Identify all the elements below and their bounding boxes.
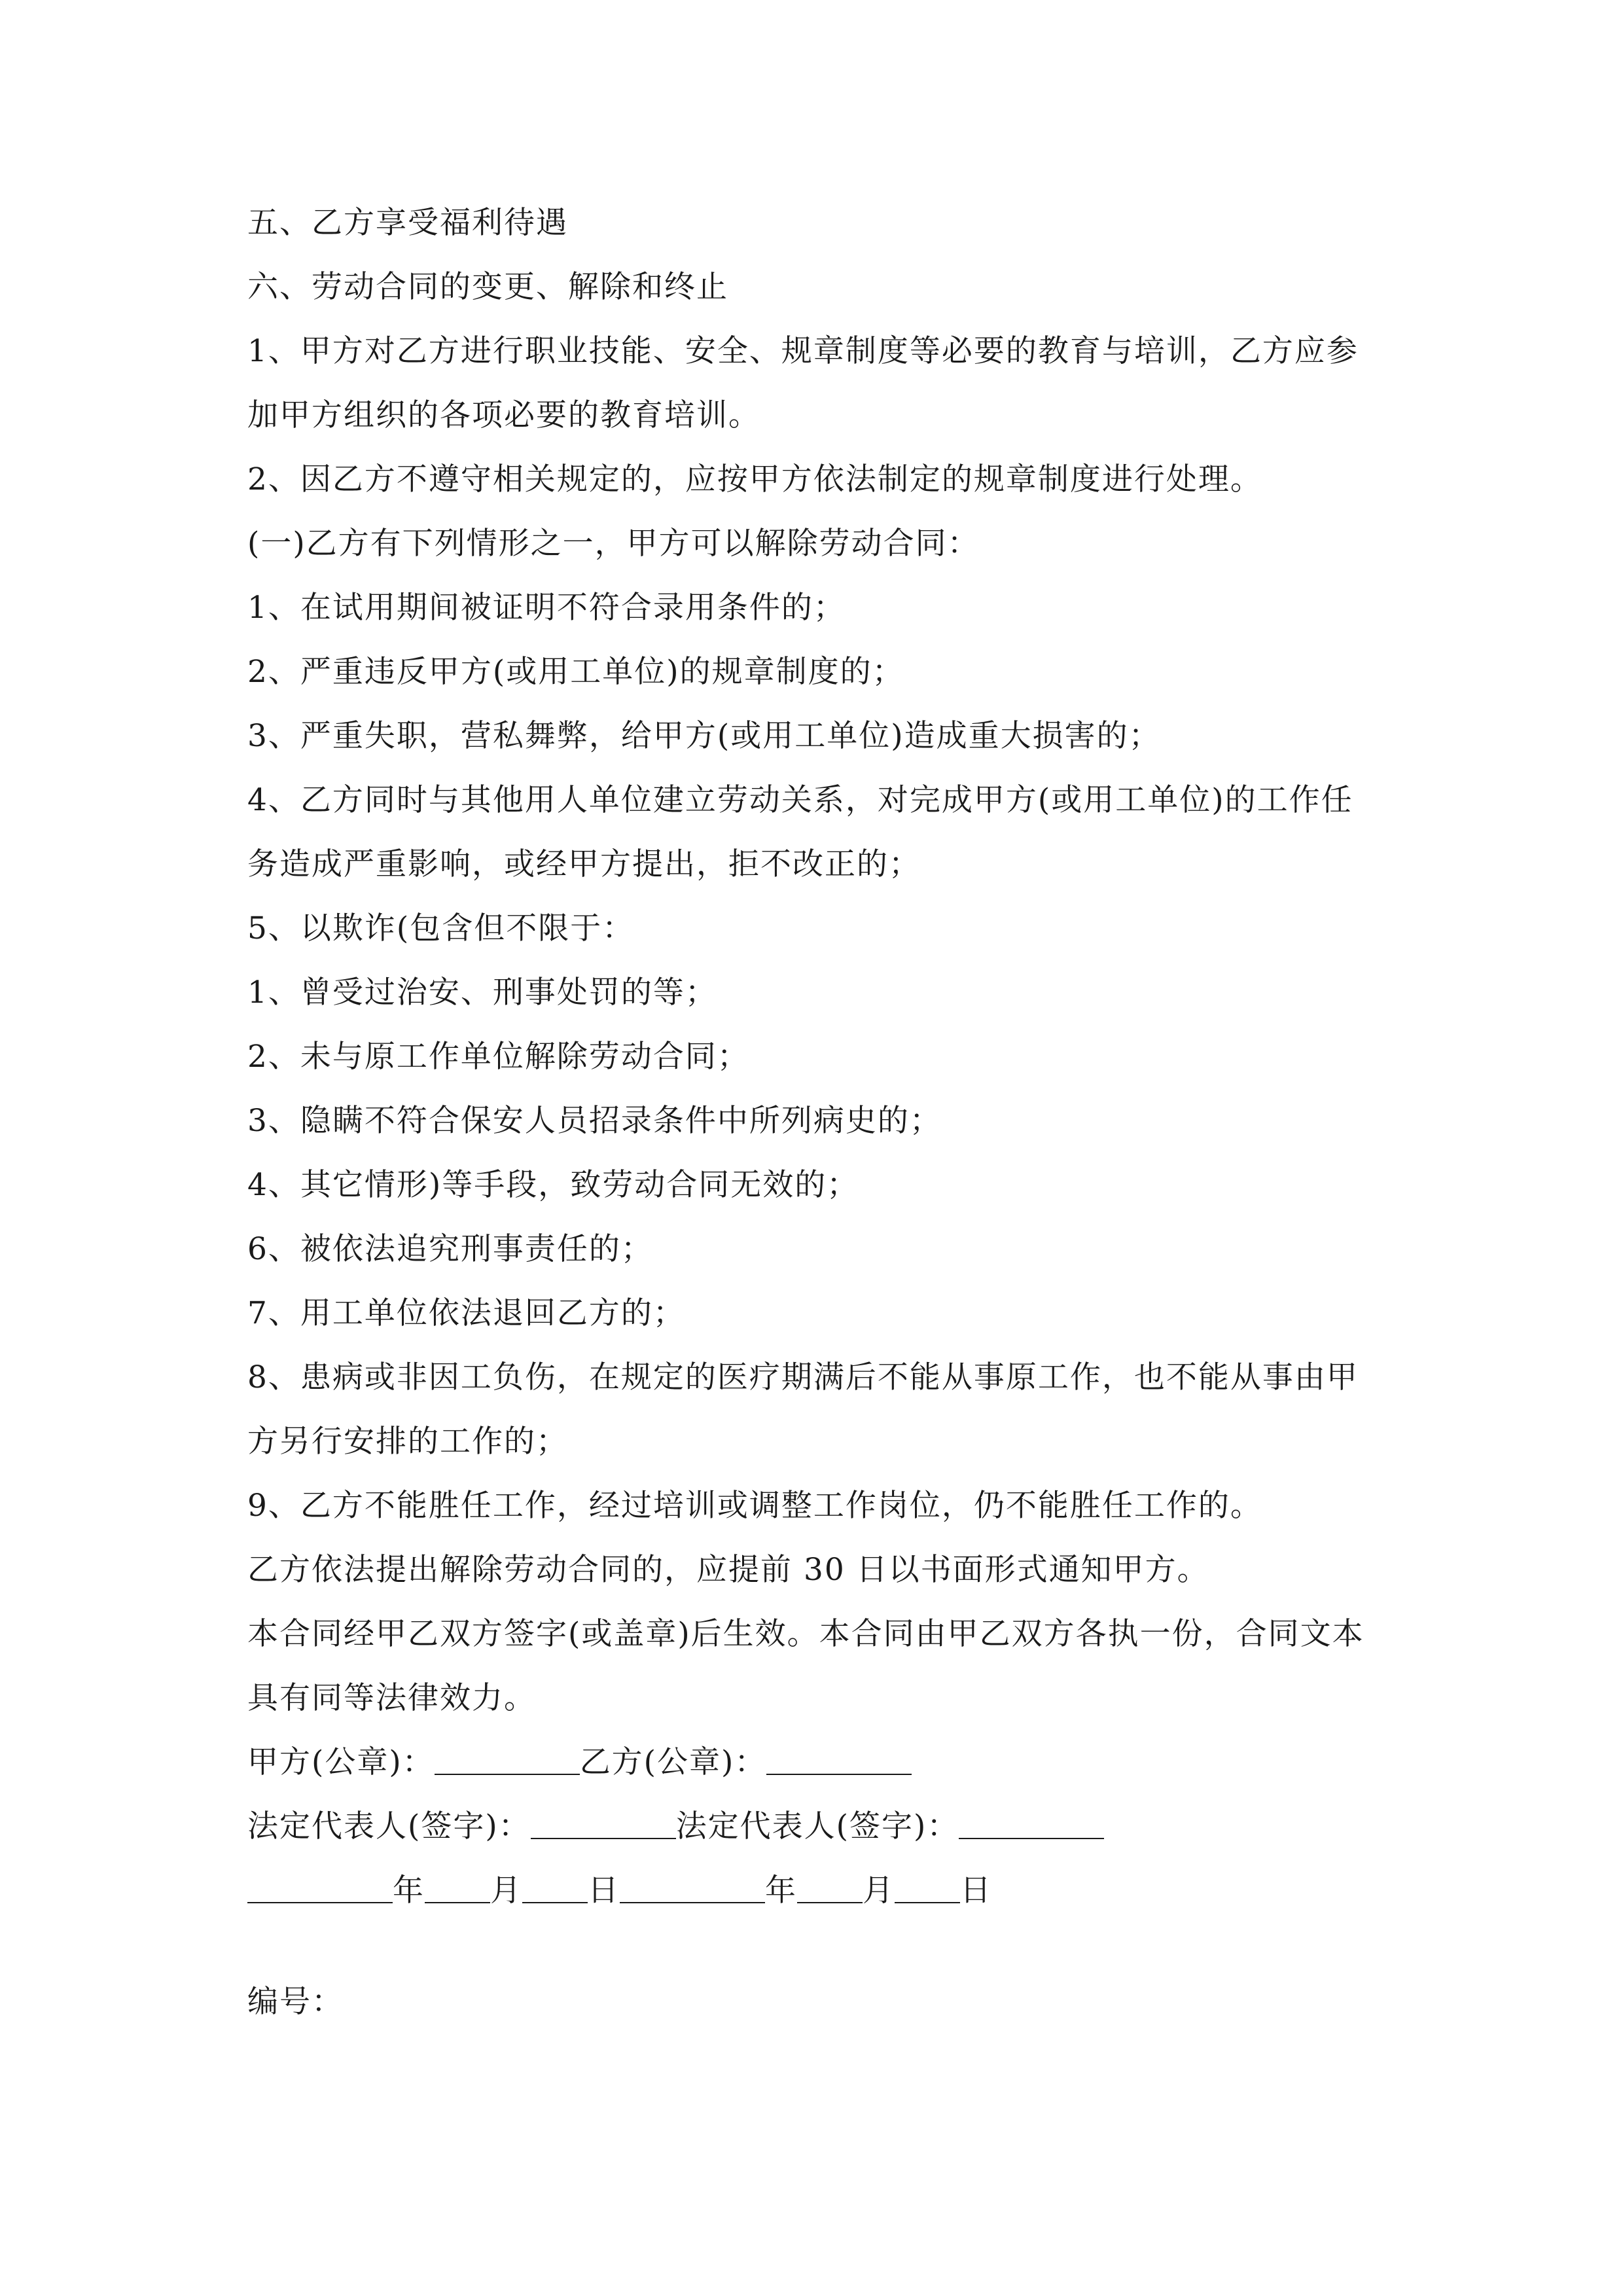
party-a-seal-label: 甲方(公章)：: [247, 1744, 435, 1780]
clause-1-line-1: 1、甲方对乙方进行职业技能、安全、规章制度等必要的教育与培训，乙方应参: [247, 333, 1359, 369]
date-a-year-blank[interactable]: [247, 1873, 393, 1903]
date-a-month-blank[interactable]: [425, 1873, 490, 1903]
item-8-line-2: 方另行安排的工作的；: [247, 1424, 568, 1460]
year-label-a: 年: [393, 1873, 425, 1909]
party-b-seal-blank[interactable]: [766, 1745, 912, 1775]
year-label-b: 年: [765, 1873, 797, 1909]
sub-item-2: 2、未与原工作单位解除劳动合同；: [247, 1039, 749, 1075]
day-label-b: 日: [960, 1873, 992, 1909]
date-b-year-blank[interactable]: [620, 1873, 765, 1903]
party-b-seal-label: 乙方(公章)：: [579, 1744, 767, 1780]
resignation-notice: 乙方依法提出解除劳动合同的，应提前 30 日以书面形式通知甲方。: [247, 1552, 1209, 1588]
date-row: [247, 1872, 1386, 1910]
date-b-month-blank[interactable]: [797, 1873, 863, 1903]
party-a-seal-blank[interactable]: [435, 1745, 580, 1775]
item-5: 5、以欺诈(包含但不限于：: [247, 910, 635, 946]
item-4-line-2: 务造成严重影响，或经甲方提出，拒不改正的；: [247, 846, 921, 882]
item-3: 3、严重失职，营私舞弊，给甲方(或用工单位)造成重大损害的；: [247, 718, 1161, 754]
section-six-heading: 六、劳动合同的变更、解除和终止: [247, 269, 728, 305]
date-b-day-blank[interactable]: [895, 1873, 960, 1903]
effective-clause-line-2: 具有同等法律效力。: [247, 1680, 536, 1716]
item-7: 7、用工单位依法退回乙方的；: [247, 1295, 685, 1331]
rep-a-label: 法定代表人(签字)：: [247, 1808, 531, 1844]
sub-item-4: 4、其它情形)等手段，致劳动合同无效的；: [247, 1167, 859, 1203]
sub-item-3: 3、隐瞒不符合保安人员招录条件中所列病史的；: [247, 1103, 942, 1139]
rep-b-blank[interactable]: [959, 1809, 1104, 1839]
rep-a-blank[interactable]: [531, 1809, 676, 1839]
item-6: 6、被依法追究刑事责任的；: [247, 1231, 653, 1267]
seal-row: [247, 1744, 1386, 1782]
representative-row: [247, 1808, 1386, 1846]
month-label-b: 月: [863, 1873, 895, 1909]
day-label-a: 日: [588, 1873, 620, 1909]
subsection-1-heading: (一)乙方有下列情形之一，甲方可以解除劳动合同：: [247, 526, 980, 562]
number-label: 编号：: [247, 1984, 344, 2020]
clause-2: 2、因乙方不遵守相关规定的，应按甲方依法制定的规章制度进行处理。: [247, 461, 1262, 497]
item-2: 2、严重违反甲方(或用工单位)的规章制度的；: [247, 654, 904, 690]
month-label-a: 月: [490, 1873, 522, 1909]
date-a-day-blank[interactable]: [522, 1873, 588, 1903]
item-1: 1、在试用期间被证明不符合录用条件的；: [247, 590, 846, 626]
item-8-line-1: 8、患病或非因工负伤，在规定的医疗期满后不能从事原工作，也不能从事由甲: [247, 1359, 1359, 1395]
item-9: 9、乙方不能胜任工作，经过培训或调整工作岗位，仍不能胜任工作的。: [247, 1488, 1262, 1524]
clause-1-line-2: 加甲方组织的各项必要的教育培训。: [247, 397, 760, 433]
effective-clause-line-1: 本合同经甲乙双方签字(或盖章)后生效。本合同由甲乙双方各执一份，合同文本: [247, 1616, 1364, 1652]
document-page: [247, 204, 1386, 2047]
section-five-heading: 五、乙方享受福利待遇: [247, 205, 568, 241]
sub-item-1: 1、曾受过治安、刑事处罚的等；: [247, 975, 717, 1011]
item-4-line-1: 4、乙方同时与其他用人单位建立劳动关系，对完成甲方(或用工单位)的工作任: [247, 782, 1353, 818]
rep-b-label: 法定代表人(签字)：: [675, 1808, 959, 1844]
